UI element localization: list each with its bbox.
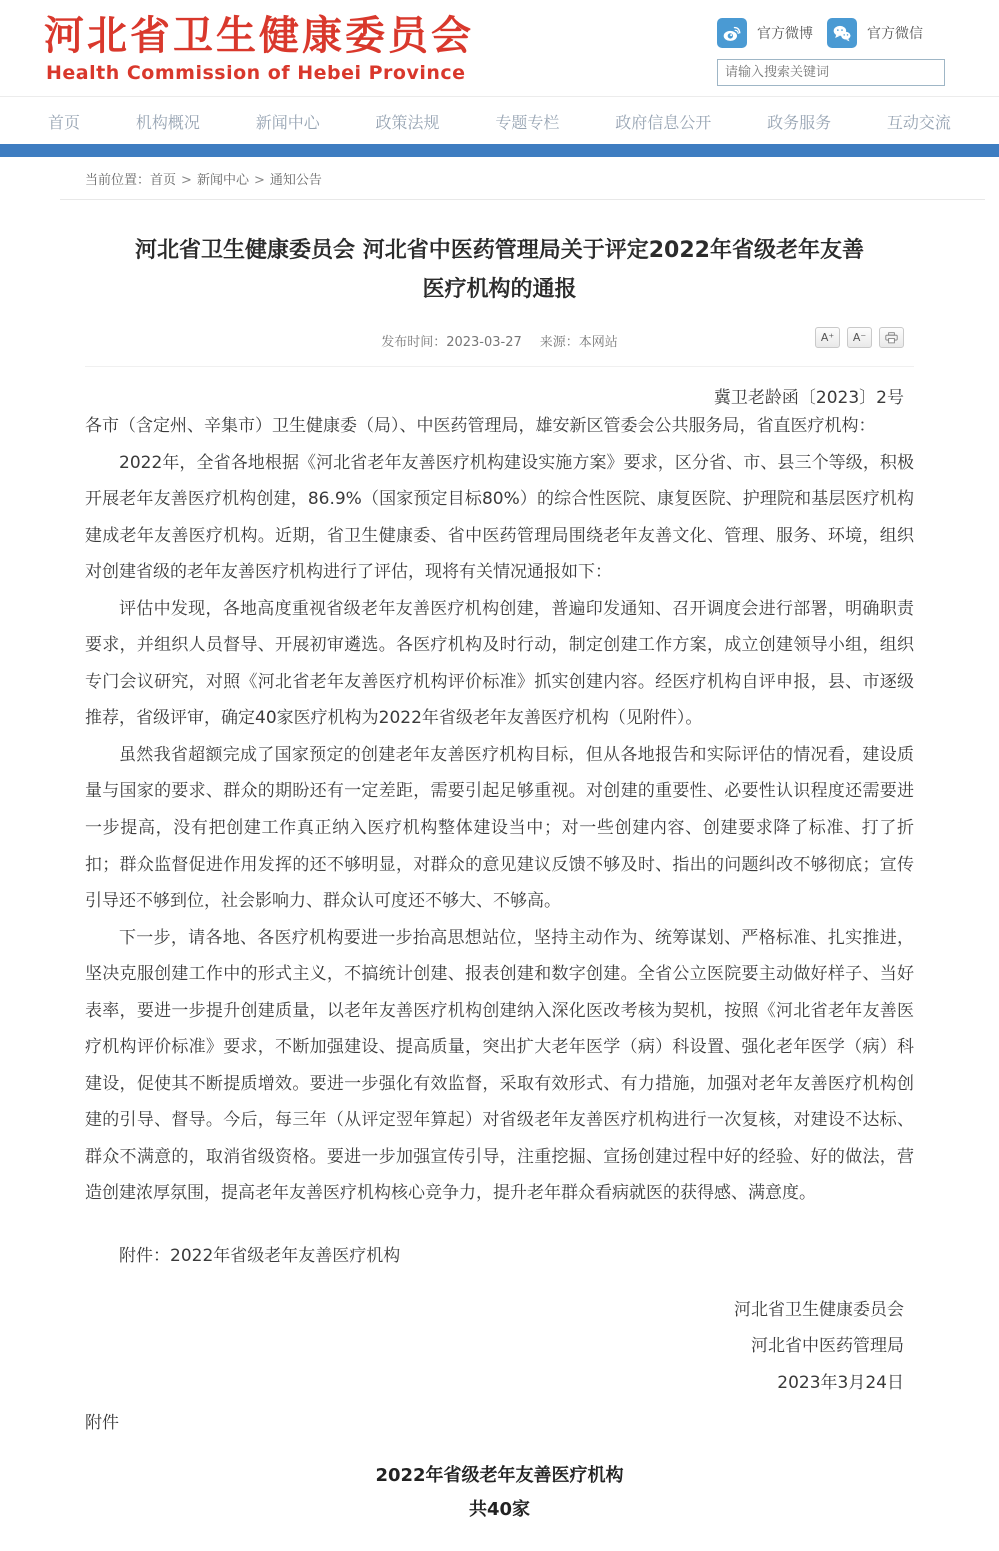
weibo-icon [722, 23, 742, 43]
source-label: 来源： [539, 335, 579, 350]
wechat-icon [832, 23, 852, 43]
article [85, 232, 914, 1551]
nav-item-gov-info[interactable]: 政府信息公开 [615, 113, 712, 132]
main-nav [0, 96, 999, 144]
search-input[interactable] [717, 59, 945, 86]
signature-org-2: 河北省中医药管理局 [751, 1336, 904, 1357]
breadcrumb [60, 157, 985, 199]
header-right [717, 14, 957, 86]
article-body [85, 408, 914, 1442]
font-decrease-button[interactable]: A⁻ [847, 327, 872, 348]
paragraph-2: 评估中发现，各地高度重视省级老年友善医疗机构创建，普遍印发通知、召开调度会进行部署，明确职责要求，并组织人员督导、开展初审遴选。各医疗机构及时行动，制定创建工作方案，成立创建领导小组，组织专门会议研究，对照《河北省老年友善医疗机构评价标准》抓实创建内容。经医疗机构自评申报，县、市逐级推荐，省级评审，确定40家医疗机构为2022年省级老年友善医疗机构（见附件）。 [85, 598, 914, 729]
nav-item-overview[interactable]: 机构概况 [135, 113, 200, 132]
signature-org-1: 河北省卫生健康委员会 [734, 1299, 904, 1320]
breadcrumb-separator: > [253, 173, 265, 188]
paragraph-3: 虽然我省超额完成了国家预定的创建老年友善医疗机构目标，但从各地报告和实际评估的情况看，建设质量与国家的要求、群众的期盼还有一定差距，需要引起足够重视。对创建的重要性、必要性认识程度还需要进一步提高，没有把创建工作真正纳入医疗机构整体建设当中；对一些创建内容、创建要求降了标准、打了折扣；群众监督促进作用发挥的还不够明显，对群众的意见建议反馈不够及时、指出的问题纠改不够彻底；宣传引导还不够到位，社会影响力、群众认可度还不够大、不够高。 [85, 744, 914, 912]
breadcrumb-news-center[interactable]: 新闻中心 [196, 173, 249, 188]
appendix-count: 共40家 [468, 1498, 531, 1520]
nav-accent-bar [0, 144, 999, 157]
breadcrumb-label: 当前位置： [85, 173, 151, 188]
breadcrumb-notices[interactable]: 通知公告 [269, 173, 322, 188]
site-title-english: Health Commission of Hebei Province [46, 62, 466, 84]
attachment-line: 附件：2022年省级老年友善医疗机构 [119, 1246, 401, 1267]
nav-item-interaction[interactable]: 互动交流 [886, 113, 951, 132]
signature-block [85, 1292, 914, 1402]
appendix-label: 附件 [85, 1413, 119, 1434]
paragraph-1: 2022年，全省各地根据《河北省老年友善医疗机构建设实施方案》要求，区分省、市、县三个等级，积极开展老年友善医疗机构创建，86.9%（国家预定目标80%）的综合性医院、康复医院、护理院和基层医疗机构建成老年友善医疗机构。近期，省卫生健康委、省中医药管理局围绕老年友善文化、管理、服务、环境，组织对创建省级的老年友善医疗机构进行了评估，现将有关情况通报如下： [85, 452, 914, 583]
nav-item-policy[interactable]: 政策法规 [375, 113, 440, 132]
weibo-button[interactable] [717, 18, 747, 48]
social-links [717, 18, 957, 48]
nav-item-gov-services[interactable]: 政务服务 [767, 113, 832, 132]
paragraph-4: 下一步，请各地、各医疗机构要进一步抬高思想站位，坚持主动作为、统筹谋划、严格标准、扎实推进，坚决克服创建工作中的形式主义，不搞统计创建、报表创建和数字创建。全省公立医院要主动做好样子、当好表率，要进一步提升创建质量，以老年友善医疗机构创建纳入深化医改考核为契机，按照《河北省老年友善医疗机构评价标准》要求，不断加强建设、提高质量，突出扩大老年医学（病）科设置、强化老年医学（病）科建设，促使其不断提质增效。要进一步强化有效监督，采取有效形式、有力措施，加强对老年友善医疗机构创建的引导、督导。今后，每三年（从评定翌年算起）对省级老年友善医疗机构进行一次复核，对建设不达标、群众不满意的，取消省级资格。要进一步加强宣传引导，注重挖掘、宣扬创建过程中好的经验、好的做法，营造创建浓厚氛围，提高老年友善医疗机构核心竞争力，提升老年群众看病就医的获得感、满意度。 [85, 927, 914, 1204]
site-header [0, 0, 999, 96]
recipients-line: 各市（含定州、辛集市）卫生健康委（局）、中医药管理局，雄安新区管委会公共服务局，省直医疗机构： [85, 416, 876, 436]
publish-time-value: 2023-03-27 [446, 335, 522, 350]
breadcrumb-home[interactable]: 首页 [150, 173, 177, 188]
font-increase-button[interactable]: A⁺ [815, 327, 840, 348]
breadcrumb-container [60, 157, 985, 200]
nav-item-home[interactable]: 首页 [48, 113, 81, 132]
print-button[interactable] [879, 327, 904, 348]
wechat-label[interactable]: 官方微信 [867, 26, 923, 42]
appendix-title: 2022年省级老年友善医疗机构 [375, 1464, 624, 1486]
site-title: 河北省卫生健康委员会 [44, 13, 474, 59]
nav-item-news[interactable]: 新闻中心 [255, 113, 320, 132]
site-logo [44, 14, 474, 84]
article-meta [85, 325, 914, 367]
publish-time-label: 发布时间： [381, 335, 447, 350]
article-title: 河北省卫生健康委员会 河北省中医药管理局关于评定2022年省级老年友善医疗机构的通报 [135, 238, 864, 302]
document-number: 冀卫老龄函〔2023〕2号 [713, 388, 904, 408]
signature-date: 2023年3月24日 [777, 1372, 904, 1393]
breadcrumb-separator: > [181, 173, 192, 188]
wechat-button[interactable] [827, 18, 857, 48]
printer-icon [885, 332, 898, 344]
article-tools [815, 327, 904, 348]
source-value: 本网站 [578, 335, 618, 350]
weibo-label[interactable]: 官方微博 [757, 26, 813, 42]
nav-item-topics[interactable]: 专题专栏 [495, 113, 560, 132]
